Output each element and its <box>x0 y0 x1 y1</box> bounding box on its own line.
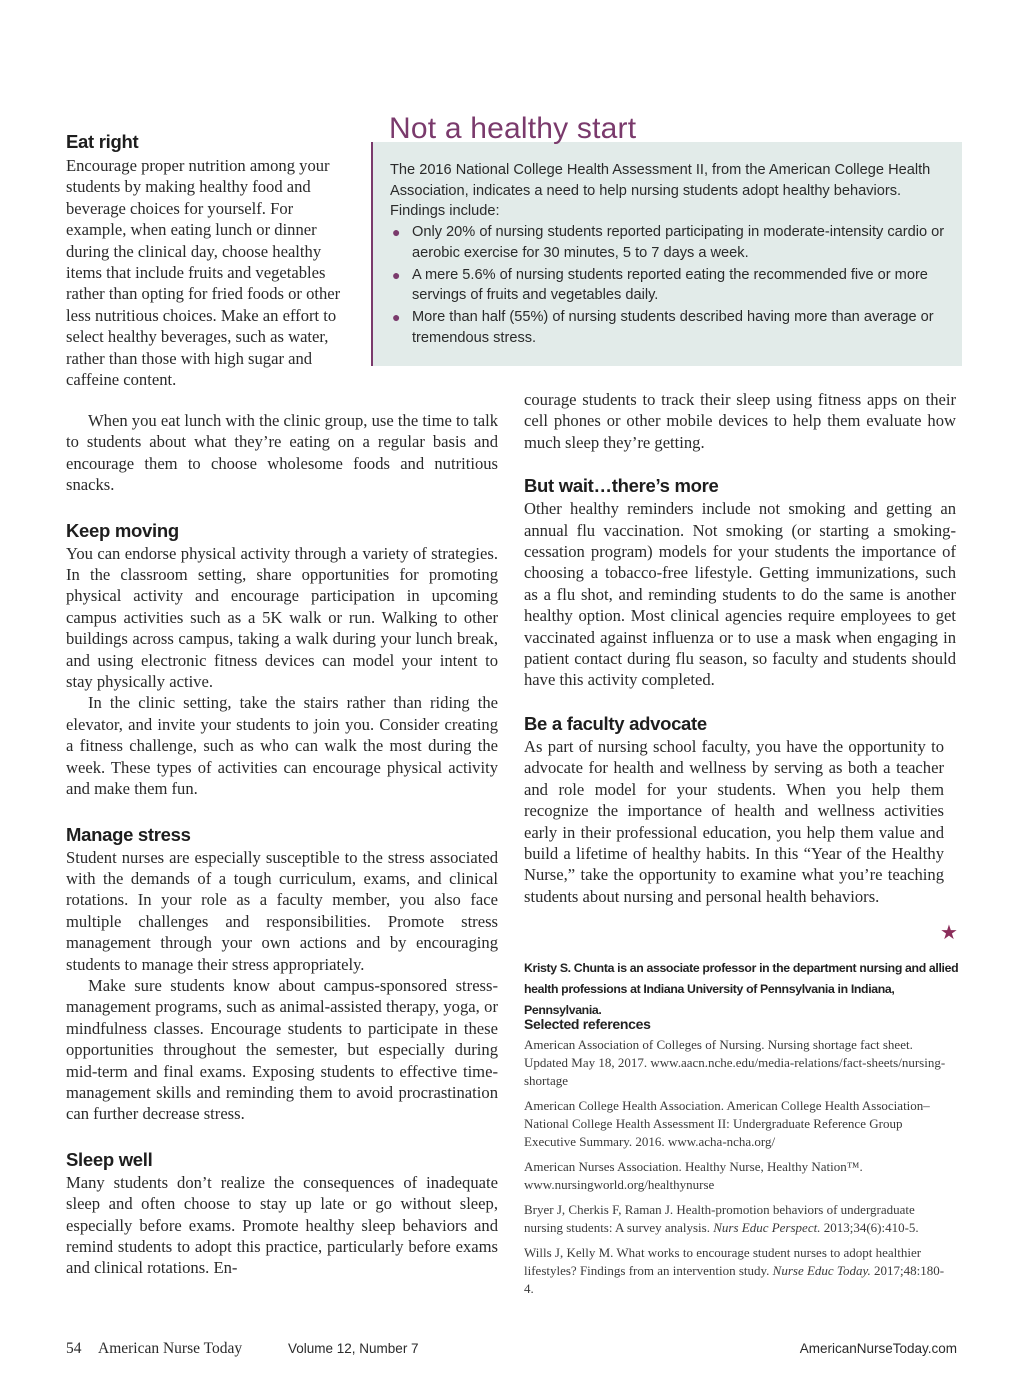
publication-name: American Nurse Today <box>98 1340 243 1357</box>
reference-item: American College Health Association. American College Health Association–National College Health Assessment II: Undergraduate Reference Group Executive Summary. 2016. www.acha-ncha.org/ <box>524 1098 930 1149</box>
list-item: ● More than half (55%) of nursing students described having more than average or tremendous stress. <box>392 309 934 346</box>
manage-stress-paragraph-1: Student nurses are especially susceptible to the stress associated with the demands of a tough curriculum, exams, and clinical rotations. In your role as a faculty member, you also face multiple challenges and responsibilities. Promote stress management through your own actions and by encouraging students to manage their stress appropriately. <box>66 847 498 974</box>
manage-stress-heading: Manage stress <box>66 823 191 845</box>
sidebar-intro: The 2016 National College Health Assessment II, from the American College Health Association, indicates a need to help nursing students adopt healthy behaviors. Findings include: <box>390 162 931 220</box>
references-list <box>524 1036 952 1305</box>
list-item: ● A mere 5.6% of nursing students reported eating the recommended five or more servings of fruits and vegetables daily. <box>392 266 928 304</box>
keep-moving-paragraph-2: In the clinic setting, take the stairs rather than riding the elevator, and invite your students to join you. Consider creating a fitness challenge, such as who can walk the most during the week. These types of activities can encourage physical activity and make them fun. <box>66 693 498 799</box>
eat-right-heading: Eat right <box>66 131 139 152</box>
bullet-icon: ● <box>392 309 401 326</box>
sleep-well-paragraph-1-start: Many students don’t realize the consequences of inadequate sleep and often choose to stay up late or go without sleep, especially before exams. Promote healthy sleep behaviors and remind students to adopt this practice, particularly before exams and clinical rotations. En- <box>66 1172 498 1278</box>
reference-journal: Nurs Educ Perspect. <box>713 1220 821 1235</box>
sidebar-background <box>371 142 962 366</box>
but-wait-heading: But wait…there’s more <box>524 475 719 497</box>
reference-journal: Nurse Educ Today. <box>772 1263 871 1278</box>
author-bio: Kristy S. Chunta is an associate professor in the department nursing and allied health professions at Indiana University of Pennsylvania in Indiana, Pennsylvania. <box>524 961 959 1017</box>
reference-item: Wills J, Kelly M. What works to encourage student nurses to adopt healthier lifestyles? Findings from an intervention study. Nurse Educ Today. 2017;48:180-4. <box>524 1245 945 1296</box>
left-column <box>66 410 498 1297</box>
eat-right-paragraph-2: When you eat lunch with the clinic group, use the time to talk to students about what they’re eating on a regular basis and encourage them to choose wholesome foods and nutritious snacks. <box>66 411 498 495</box>
but-wait-paragraph-1: Other healthy reminders include not smoking and getting an annual flu vaccination. Not smoking (or starting a smoking-cessation program) models for your students the importance of choosing a tobacco-free lifestyle. Getting immunizations, such as a flu shot, and reminding students to do the same is another healthy option. Most clinical agencies require employees to get vaccinated against influenza or to use a mask when engaging in patient contact during flu season, so faculty and students should have this activity completed. <box>524 499 956 690</box>
eat-right-section <box>66 131 341 154</box>
bullet-icon: ● <box>392 224 401 240</box>
sleep-well-paragraph-1-end: courage students to track their sleep using fitness apps on their cell phones or other mobile devices to help them evaluate how much sleep they’re getting. <box>524 390 956 452</box>
sidebar-title: Not a healthy start <box>389 112 637 145</box>
sidebar-not-a-healthy-start <box>371 108 960 366</box>
keep-moving-paragraph-1: You can endorse physical activity through a variety of strategies. In the classroom setting, share opportunities for promoting physical activity and encourage participation in upcoming campus activities such as a 5K walk or run. Walking to other buildings across campus, taking a walk during your lunch break, and using electronic fitness devices can model your intent to stay physically active. <box>66 543 498 692</box>
right-column <box>524 389 956 925</box>
list-item: ● Only 20% of nursing students reported participating in moderate-intensity cardio or aerobic exercise for 30 minutes, 5 to 7 days a week. <box>392 224 945 261</box>
reference-item: Bryer J, Cherkis F, Raman J. Health-promotion behaviors of undergraduate nursing students: A survey analysis. Nurs Educ Perspect. 2013;34(6):410-5. <box>524 1202 919 1235</box>
manage-stress-paragraph-2: Make sure students know about campus-sponsored stress-management programs, such as animal-assisted therapy, yoga, or mindfulness classes. Encourage students to participate in these opportunities throughout the semester, but especially during mid-term and final exams. Exposing students to effective time-management skills and reminding them to avoid procrastination can further decrease stress. <box>66 975 498 1124</box>
reference-item: American Nurses Association. Healthy Nurse, Healthy Nation™. www.nursingworld.org/healthynurse <box>524 1159 863 1192</box>
references-heading: Selected references <box>524 1016 651 1032</box>
bullet-icon: ● <box>392 266 401 283</box>
advocate-paragraph-1: As part of nursing school faculty, you have the opportunity to advocate for health and wellness by serving as both a teacher and role model for your students. When you help them recognize the importance of health and wellness activities early in their professional education, you help them value and build a lifetime of healthy habits. In this “Year of the Healthy Nurse,” take the opportunity to examine what you’re teaching students about nursing and personal health behaviors. <box>524 736 944 906</box>
website-link[interactable]: AmericanNurseToday.com <box>799 1341 957 1356</box>
eat-right-body-narrow <box>66 155 343 390</box>
advocate-heading: Be a faculty advocate <box>524 712 707 734</box>
keep-moving-heading: Keep moving <box>66 519 179 541</box>
reference-item: American Association of Colleges of Nursing. Nursing shortage fact sheet. Updated May 18, 2017. www.aacn.nche.edu/media-relations/fact-sheets/nursing-shortage <box>524 1037 946 1088</box>
sidebar-findings-list <box>390 222 950 350</box>
star-icon: ★ <box>940 920 958 944</box>
page-footer <box>0 1340 1024 1362</box>
sleep-well-heading: Sleep well <box>66 1148 153 1170</box>
volume-info: Volume 12, Number 7 <box>288 1341 419 1356</box>
eat-right-paragraph-1: Encourage proper nutrition among your students by making healthy food and beverage choices for yourself. For example, when eating lunch or dinner during the clinical day, choose healthy items that include fruits and vegetables rather than opting for fried foods or other less nutritious choices. Make an effort to select healthy beverages, such as water, rather than those with high sugar and caffeine content. <box>66 156 341 390</box>
page-number: 54 <box>66 1340 82 1357</box>
